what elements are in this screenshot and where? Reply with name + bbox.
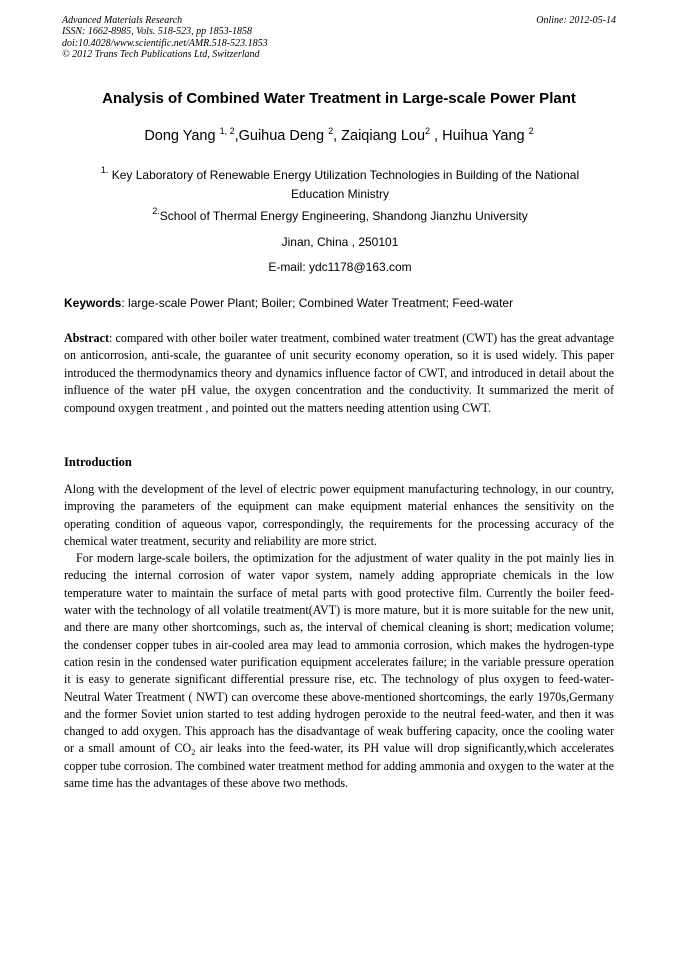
paragraph: Along with the development of the level of electric power equipment manufacturing technology, in our country, improving the parameters of the equipment can make equipment material enhances the sensitivity on the operating condition of aqueous vapor, correspondingly, the requirements for the processing accuracy of the chemical water treatment, security and reliability are more strict. (64, 482, 614, 548)
section-heading-introduction: Introduction (64, 455, 132, 469)
author-list (0, 128, 678, 144)
copyright-line: © 2012 Trans Tech Publications Ltd, Switzerland (62, 48, 260, 60)
affiliation-city: Jinan, China , 250101 (281, 235, 399, 249)
keywords-text: : large-scale Power Plant; Boiler; Combined Water Treatment; Feed-water (121, 296, 514, 310)
doi-line: doi:10.4028/www.scientific.net/AMR.518-523.1853 (62, 37, 268, 49)
affiliation-1 (80, 166, 600, 204)
author-name: , Zaiqiang Lou (333, 128, 426, 144)
affiliation-text: School of Thermal Energy Engineering, Shandong Jianzhu University (159, 209, 528, 223)
author-affiliation-mark: 2 (328, 126, 334, 136)
subscript: 2 (191, 748, 196, 758)
affiliation-text: Key Laboratory of Renewable Energy Utilization Technologies in Building of the National Education Ministry (108, 168, 580, 201)
keywords-label: Keywords (64, 296, 122, 310)
paper-title: Analysis of Combined Water Treatment in Large-scale Power Plant (102, 90, 576, 107)
abstract (64, 330, 614, 417)
author-name: Dong Yang (144, 128, 220, 144)
author-name: ,Guihua Deng (234, 128, 329, 144)
author-name: , Huihua Yang (430, 128, 529, 144)
author-email: E-mail: ydc1178@163.com (268, 260, 412, 274)
journal-header (62, 15, 268, 60)
author-affiliation-mark: 2 (425, 126, 431, 136)
issn-line: ISSN: 1662-8985, Vols. 518-523, pp 1853-1858 (62, 26, 252, 38)
keywords (64, 296, 616, 310)
affiliation-mark: 2. (152, 206, 160, 216)
online-date: Online: 2012-05-14 (536, 15, 616, 26)
abstract-label: Abstract (64, 331, 110, 345)
paragraph (64, 550, 614, 792)
author-affiliation-mark: 2 (528, 126, 534, 136)
paragraph-text: air leaks into the feed-water, its PH value will drop significantly,which accelerates copper tube corrosion. The combined water treatment method for adding ammonia and oxygen to the water at the same time has the advantages of these above two methods. (64, 741, 614, 791)
author-affiliation-mark: 1, 2 (219, 126, 235, 136)
introduction-body (64, 481, 614, 792)
paragraph-text: For modern large-scale boilers, the optimization for the adjustment of water quality in the pot mainly lies in reducing the internal corrosion of water vapor system, namely adding appropriate chemicals in the low temperature water to maintain the surface of metal parts with good protective film. Currently the boiler feed-water with the technology of all volatile treatment(AVT) is more mature, but it is more suitable for the new unit, and there are many other shortcomings, such as, the interval of chemical cleaning is short; medication volume; the condenser copper tubes in air-cooled area may lead to ammonia corrosion, which makes the hydrogen-type cation resin in the condensed water purification equipment accelerates failure; in the variable pressure operation it is easy to generate significant differential pressure rise, etc. The technology of plus oxygen to feed-water-Neutral Water Treatment ( NWT) can overcome these above-mentioned shortcomings, the early 1970s,Germany and the former Soviet union started to test adding hydrogen peroxide to the neutral feed-water, and then it was changed to add oxygen. This approach has the disadvantage of weak buffering capacity, once the cooling water or a small amount of CO (64, 551, 614, 756)
affiliation-mark: 1. (100, 165, 109, 175)
abstract-text: : compared with other boiler water treatment, combined water treatment (CWT) has the great advantage on anticorrosion, anti-scale, the guarantee of unit security economy operation, so it is used widely. This paper introduced the thermodynamics theory and dynamics influence factor of CWT, and introduced in detail about the influence of the water pH value, the oxygen concentration and the conductivity. It summarized the merit of compound oxygen treatment , and pointed out the matters needing attention using CWT. (64, 331, 614, 415)
journal-name: Advanced Materials Research (62, 15, 183, 26)
affiliation-2 (80, 207, 600, 226)
